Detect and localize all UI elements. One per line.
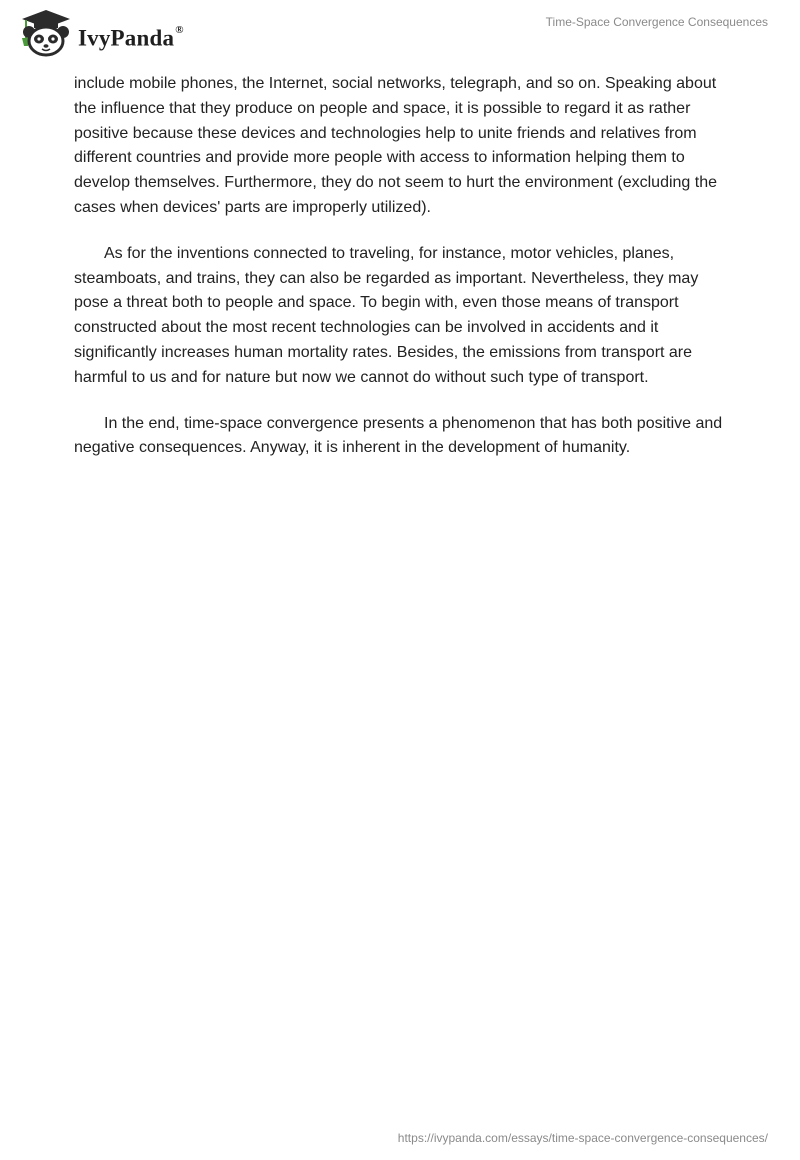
- source-url[interactable]: https://ivypanda.com/essays/time-space-convergence-consequences/: [397, 1131, 768, 1145]
- paragraph: In the end, time-space convergence presents a phenomenon that has both positive and negative consequences. Anyway, it is inherent in the development of humanity.: [74, 414, 723, 457]
- brand-name-text: IvyPanda: [78, 25, 175, 51]
- brand-name[interactable]: [78, 21, 184, 52]
- document-title: Time-Space Convergence Consequences: [545, 15, 768, 29]
- registered-mark: ®: [175, 24, 184, 36]
- page-header: [0, 0, 800, 64]
- paragraph: include mobile phones, the Internet, social networks, telegraph, and so on. Speaking about the influence that they produce on people and space, it is possible to regard it as rather positive because these devices and technologies help to unite friends and relatives from different countries and provide more people with access to information helping them to develop themselves. Furthermore, they do not seem to hurt the environment (excluding the cases when devices' parts are improperly utilized).: [74, 75, 718, 216]
- essay-body: [74, 72, 724, 482]
- paragraph: As for the inventions connected to traveling, for instance, motor vehicles, planes, steamboats, and trains, they can also be regarded as important. Nevertheless, they may pose a threat both to people and space. To begin with, even those means of transport constructed about the most recent technologies can be involved in accidents and it significantly increases human mortality rates. Besides, the emissions from transport are harmful to us and for nature but now we cannot do without such type of transport.: [74, 244, 699, 386]
- panda-graduate-logo-icon[interactable]: [14, 8, 78, 58]
